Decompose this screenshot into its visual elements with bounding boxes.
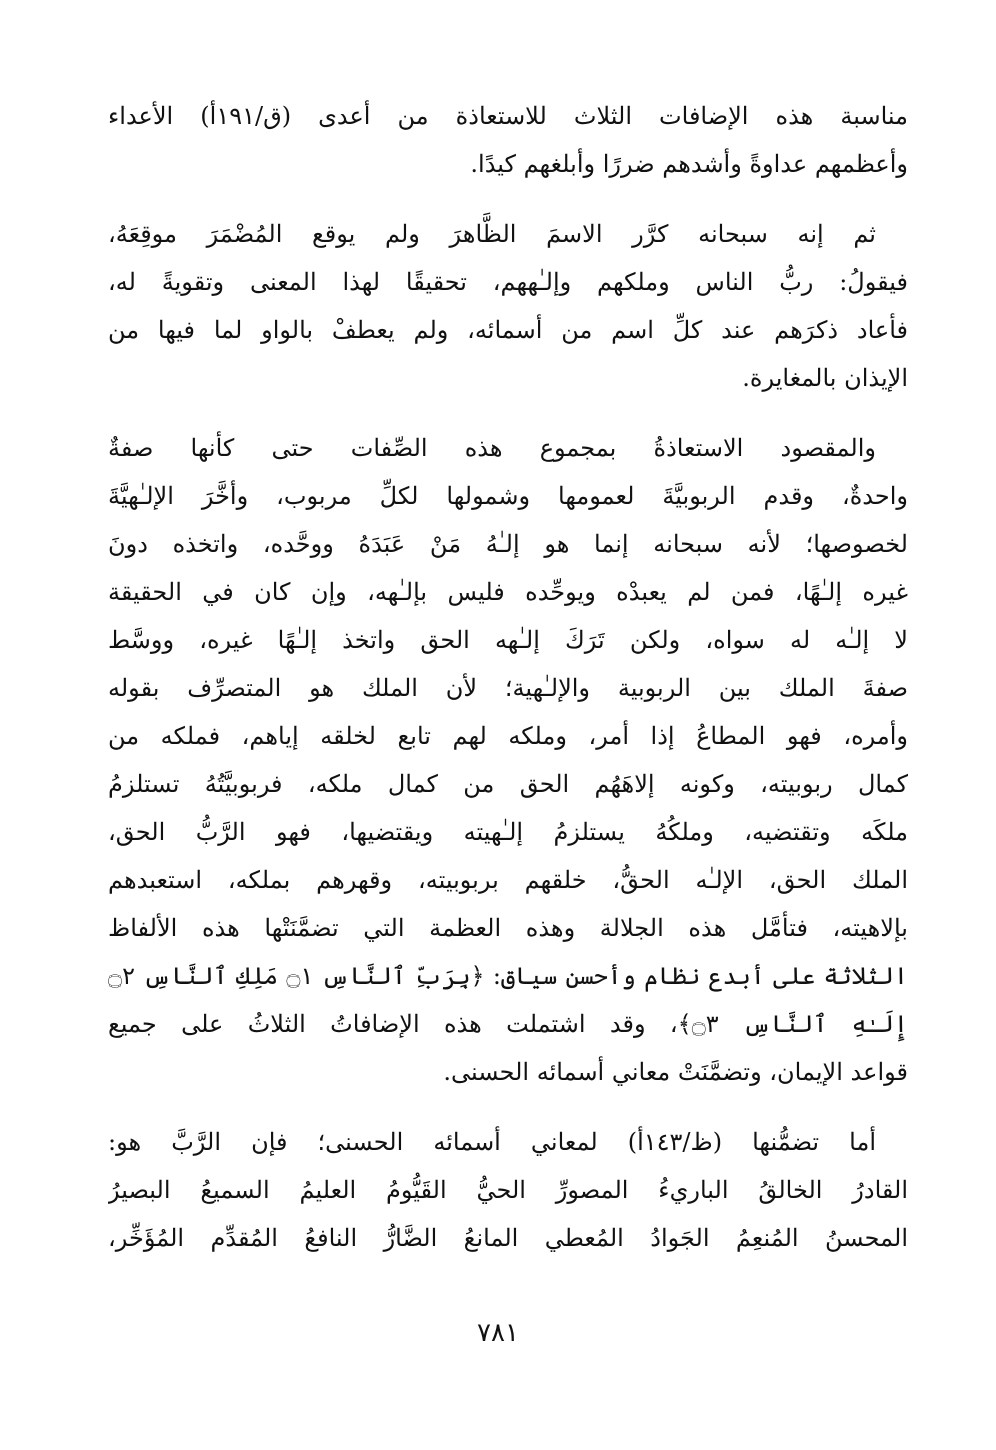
text-line: القادرُ الخالقُ الباريءُ المصورِّ الحيُّ القَيُّومُ العليمُ السميعُ البصيرُ bbox=[108, 1176, 908, 1204]
text-line: فأعاد ذكرَهم عند كلِّ اسم من أسمائه، ولم يعطفْ بالواو لما فيها من bbox=[108, 316, 908, 344]
text-line: فيقولُ: ربُّ الناس وملكهم وإلـٰههم، تحقيقًا لهذا المعنى وتقويةً له، bbox=[108, 268, 908, 296]
text-line: والمقصود الاستعاذةُ بمجموع هذه الصِّفات حتى كأنها صفةٌ bbox=[108, 434, 876, 462]
text-line: قواعد الإيمان، وتضمَّنَتْ معاني أسمائه الحسنى. bbox=[443, 1058, 908, 1086]
paragraph-4 bbox=[108, 1118, 908, 1262]
text-line: ثم إنه سبحانه كرَّر الاسمَ الظَّاهرَ ولم يوقع المُضْمَرَ موقِعَهُ، bbox=[108, 220, 876, 248]
text-line: غيره إلـٰهًا، فمن لم يعبدْه ويوحِّده فليس بإلـٰهه، وإن كان في الحقيقة bbox=[108, 578, 908, 606]
paragraph-2 bbox=[108, 210, 908, 402]
text-line: لا إلـٰه له سواه، ولكن تَرَكَ إلـٰهه الحق واتخذ إلـٰهًا غيره، ووسَّط bbox=[108, 626, 908, 654]
text-line: وأمره، فهو المطاعُ إذا أمر، وملكه لهم تابع لخلقه إياهم، فملكه من bbox=[108, 722, 908, 750]
text-line: الإيذان بالمغايرة. bbox=[742, 364, 908, 392]
text-line: مناسبة هذه الإضافات الثلاث للاستعاذة من أعدى (ق/١٩١أ) الأعداء bbox=[108, 102, 908, 130]
text-line: واحدةٌ، وقدم الربوبيَّةَ لعمومها وشمولها لكلِّ مربوب، وأخَّرَ الإلـٰهيَّةَ bbox=[108, 482, 908, 510]
text-line: صفةَ الملك بين الربوبية والإلـٰهية؛ لأن الملك هو المتصرِّف بقوله bbox=[108, 674, 908, 702]
page-number: ٧٨١ bbox=[477, 1318, 519, 1348]
text-line: ملكَه وتقتضيه، وملكُهُ يستلزمُ إلـٰهيته ويقتضيها، فهو الرَّبُّ الحق، bbox=[108, 818, 908, 846]
page-body bbox=[108, 92, 908, 1284]
text-line: أما تضمُّنها (ظ/١٤٣أ) لمعاني أسمائه الحسنى؛ فإن الرَّبَّ هو: bbox=[108, 1128, 876, 1156]
paragraph-1 bbox=[108, 92, 908, 188]
quran-verse-line: الثلاثة على أبدع نظام وأحسن سياق: ﴿بِرَبِّ ٱلنَّاسِ ۝١ مَلِكِ ٱلنَّاسِ ۝٢ bbox=[108, 962, 908, 990]
quran-verse-line: إِلَـٰهِ ٱلنَّاسِ ۝٣﴾، وقد اشتملت هذه الإضافاتُ الثلاثُ على جميع bbox=[108, 1010, 908, 1038]
paragraph-3 bbox=[108, 424, 908, 1096]
text-line: الملك الحق، الإلـٰه الحقُّ، خلقهم بربوبيته، وقهرهم بملكه، استعبدهم bbox=[108, 866, 908, 894]
text-line: بإلاهيته، فتأمَّل هذه الجلالة وهذه العظمة التي تضمَّنَتْها هذه الألفاظ bbox=[108, 914, 908, 942]
text-line: وأعظمهم عداوةً وأشدهم ضررًا وأبلغهم كيدًا. bbox=[470, 150, 908, 178]
text-line: لخصوصها؛ لأنه سبحانه إنما هو إلـٰهُ مَنْ عَبَدَهُ ووحَّده، واتخذه دونَ bbox=[108, 530, 908, 558]
text-line: كمال ربوبيته، وكونه إلاهَهُم الحق من كمال ملكه، فربوبيَّتُهُ تستلزمُ bbox=[108, 770, 908, 798]
text-line: المحسنُ المُنعِمُ الجَوادُ المُعطي المانعُ الضَّارُّ النافعُ المُقدِّم المُؤَخِّر، bbox=[108, 1224, 908, 1252]
